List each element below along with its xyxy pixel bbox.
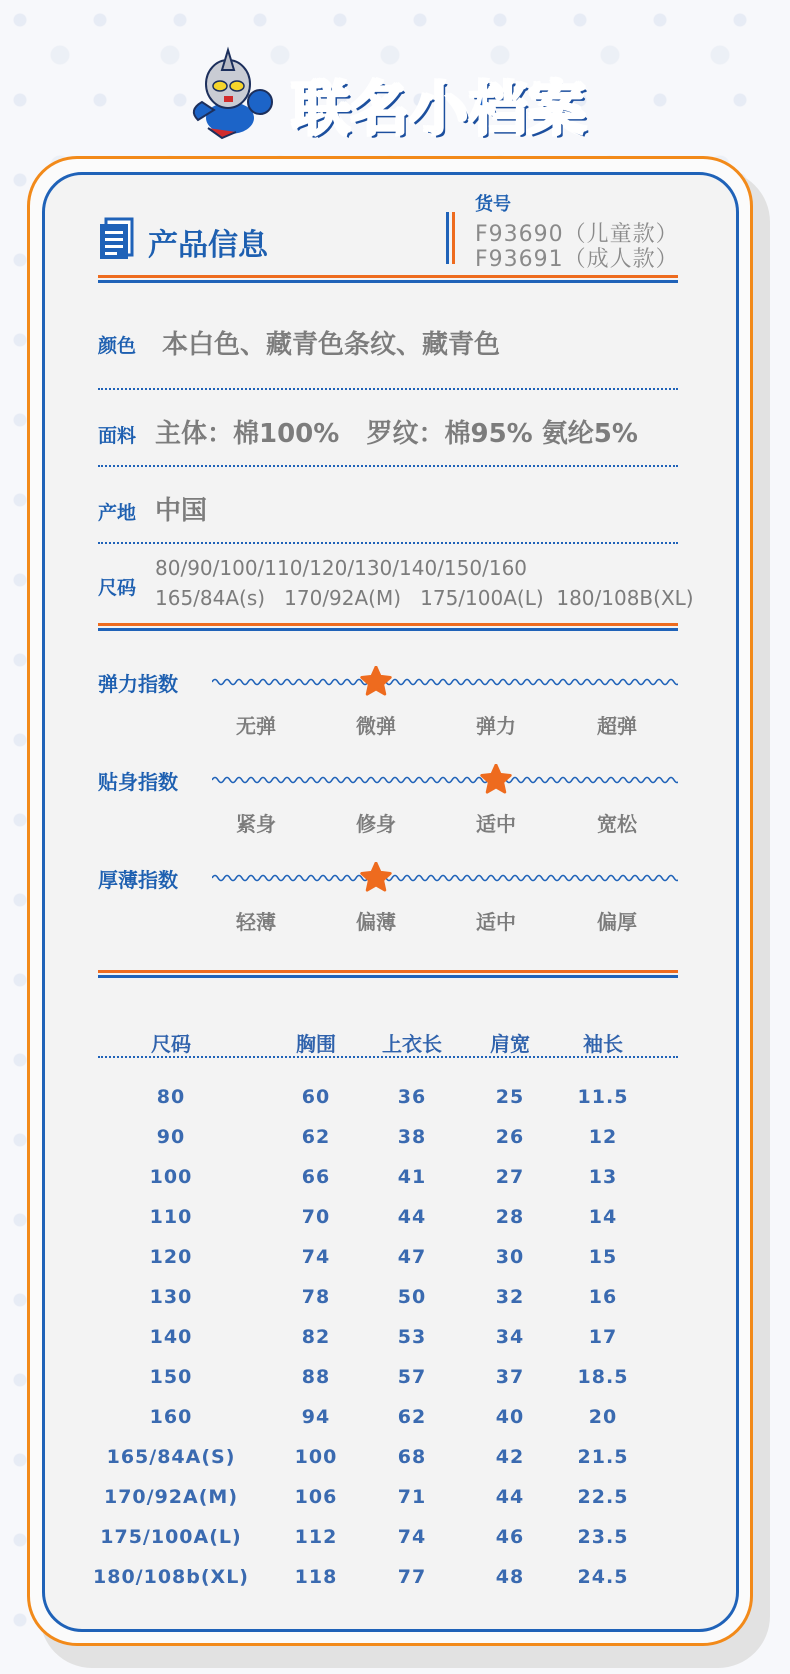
table-cell: 25	[495, 1086, 525, 1108]
table-cell: 48	[495, 1566, 525, 1588]
table-cell: 66	[301, 1166, 331, 1188]
table-cell: 34	[495, 1326, 525, 1348]
table-cell: 38	[397, 1126, 427, 1148]
table-cell: 23.5	[577, 1526, 629, 1548]
table-cell: 41	[397, 1166, 427, 1188]
dotted-divider	[98, 465, 678, 467]
ultraman-mascot-icon	[188, 40, 298, 140]
table-row	[0, 1526, 790, 1556]
table-cell: 28	[495, 1206, 525, 1228]
page-title: 联名小档案	[292, 75, 588, 143]
table-row	[0, 1566, 790, 1596]
table-cell: 30	[495, 1246, 525, 1268]
dotted-divider	[98, 388, 678, 390]
table-cell: 53	[397, 1326, 427, 1348]
scale-option-label: 适中	[476, 910, 516, 934]
table-cell: 46	[495, 1526, 525, 1548]
table-cell: 120	[149, 1246, 193, 1268]
table-cell: 110	[149, 1206, 193, 1228]
scale-option-label: 偏厚	[597, 910, 637, 934]
table-cell: 44	[397, 1206, 427, 1228]
origin-value: 中国	[155, 496, 208, 526]
table-row	[0, 1286, 790, 1316]
index-label: 贴身指数	[98, 770, 178, 794]
table-row	[0, 1086, 790, 1116]
table-cell: 14	[588, 1206, 618, 1228]
table-cell: 150	[149, 1366, 193, 1388]
dotted-divider	[98, 542, 678, 544]
selected-star-icon	[359, 862, 393, 894]
table-cell: 17	[588, 1326, 618, 1348]
sku-label: 货号	[475, 194, 511, 215]
table-cell: 140	[149, 1326, 193, 1348]
table-header-cell: 胸围	[296, 1032, 336, 1056]
table-header-cell: 肩宽	[490, 1032, 530, 1056]
table-cell: 77	[397, 1566, 427, 1588]
table-cell: 37	[495, 1366, 525, 1388]
table-cell: 160	[149, 1406, 193, 1428]
index-scale-wave	[212, 871, 678, 885]
table-cell: 130	[149, 1286, 193, 1308]
scale-option-label: 紧身	[236, 812, 276, 836]
table-row	[0, 1246, 790, 1276]
table-cell: 118	[294, 1566, 338, 1588]
table-header-cell: 袖长	[583, 1032, 623, 1056]
table-cell: 100	[149, 1166, 193, 1188]
index-scale-wave	[212, 773, 678, 787]
index-label: 厚薄指数	[98, 868, 178, 892]
table-cell: 13	[588, 1166, 618, 1188]
table-cell: 62	[397, 1406, 427, 1428]
table-row	[0, 1206, 790, 1236]
size-line: 80/90/100/110/120/130/140/150/160	[155, 556, 528, 580]
table-header-cell: 上衣长	[382, 1032, 442, 1056]
table-cell: 175/100A(L)	[100, 1526, 242, 1548]
table-cell: 165/84A(S)	[106, 1446, 236, 1468]
table-cell: 47	[397, 1246, 427, 1268]
table-cell: 21.5	[577, 1446, 629, 1468]
section-divider	[98, 275, 678, 283]
table-cell: 32	[495, 1286, 525, 1308]
table-row	[0, 1166, 790, 1196]
table-cell: 36	[397, 1086, 427, 1108]
table-row	[0, 1326, 790, 1356]
document-icon	[98, 217, 136, 261]
table-cell: 88	[301, 1366, 331, 1388]
table-cell: 74	[397, 1526, 427, 1548]
origin-label: 产地	[98, 502, 137, 524]
table-cell: 74	[301, 1246, 331, 1268]
table-cell: 78	[301, 1286, 331, 1308]
selected-star-icon	[359, 666, 393, 698]
section-divider	[98, 623, 678, 631]
table-cell: 82	[301, 1326, 331, 1348]
table-cell: 100	[294, 1446, 338, 1468]
table-row	[0, 1366, 790, 1396]
fabric-label: 面料	[98, 425, 137, 447]
table-cell: 18.5	[577, 1366, 629, 1388]
sku-divider	[446, 212, 456, 264]
table-cell: 94	[301, 1406, 331, 1428]
sku-line: F93691（成人款）	[475, 247, 679, 272]
color-value: 本白色、藏青色条纹、藏青色	[162, 330, 501, 360]
table-cell: 40	[495, 1406, 525, 1428]
selected-star-icon	[479, 764, 513, 796]
table-cell: 24.5	[577, 1566, 629, 1588]
table-cell: 80	[156, 1086, 186, 1108]
table-cell: 15	[588, 1246, 618, 1268]
scale-option-label: 无弹	[236, 714, 276, 738]
table-cell: 71	[397, 1486, 427, 1508]
scale-option-label: 超弹	[597, 714, 637, 738]
table-cell: 16	[588, 1286, 618, 1308]
size-line: 165/84A(s) 170/92A(M) 175/100A(L) 180/108B(XL)	[155, 586, 694, 610]
table-cell: 50	[397, 1286, 427, 1308]
table-cell: 27	[495, 1166, 525, 1188]
section-divider	[98, 970, 678, 978]
scale-option-label: 偏薄	[356, 910, 396, 934]
table-cell: 11.5	[577, 1086, 629, 1108]
table-cell: 20	[588, 1406, 618, 1428]
table-cell: 62	[301, 1126, 331, 1148]
fabric-value: 主体：棉100% 罗纹：棉95% 氨纶5%	[155, 419, 638, 449]
table-cell: 22.5	[577, 1486, 629, 1508]
section-title-product-info: 产品信息	[148, 228, 268, 263]
scale-option-label: 弹力	[476, 714, 516, 738]
table-cell: 26	[495, 1126, 525, 1148]
scale-option-label: 适中	[476, 812, 516, 836]
table-cell: 70	[301, 1206, 331, 1228]
scale-option-label: 宽松	[597, 812, 637, 836]
table-cell: 12	[588, 1126, 618, 1148]
size-label: 尺码	[98, 577, 137, 599]
table-cell: 44	[495, 1486, 525, 1508]
table-cell: 180/108b(XL)	[93, 1566, 249, 1588]
scale-option-label: 微弹	[356, 714, 396, 738]
color-label: 颜色	[98, 335, 137, 357]
scale-option-label: 轻薄	[236, 910, 276, 934]
table-cell: 68	[397, 1446, 427, 1468]
table-cell: 60	[301, 1086, 331, 1108]
table-row	[0, 1446, 790, 1476]
table-header-divider	[98, 1056, 678, 1058]
table-row	[0, 1406, 790, 1436]
table-cell: 90	[156, 1126, 186, 1148]
scale-option-label: 修身	[356, 812, 396, 836]
table-cell: 112	[294, 1526, 338, 1548]
table-cell: 42	[495, 1446, 525, 1468]
sku-line: F93690（儿童款）	[475, 222, 679, 247]
table-cell: 106	[294, 1486, 338, 1508]
table-row	[0, 1126, 790, 1156]
index-label: 弹力指数	[98, 672, 178, 696]
index-scale-wave	[212, 675, 678, 689]
table-row	[0, 1486, 790, 1516]
table-cell: 170/92A(M)	[103, 1486, 239, 1508]
table-cell: 57	[397, 1366, 427, 1388]
table-header-cell: 尺码	[151, 1032, 191, 1056]
